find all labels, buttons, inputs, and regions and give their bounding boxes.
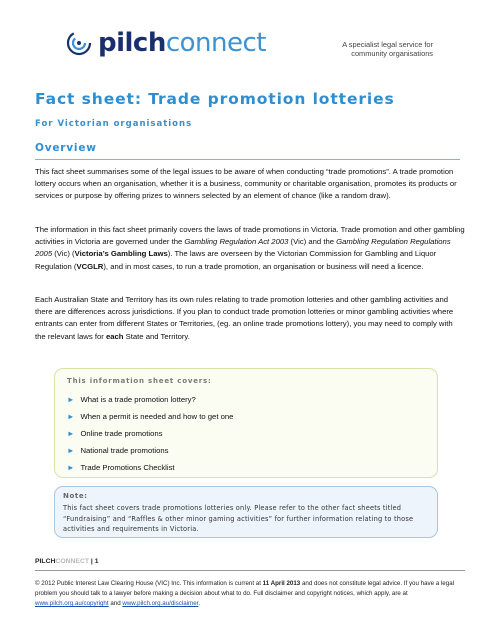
defined-term-vcglr: VCGLR	[76, 261, 104, 271]
list-item-label: National trade promotions	[80, 445, 169, 455]
para-text: Each Australian State and Territory has its own rules relating to trade promotion lotteries and other gambling activities and there are differences across jurisdictions. If you plan to conduct trade promotion lotteries or minor gambling activities where entrants can enter from different States or Territories, (eg. an online trade promotions lottery), you may need to comply with the relevant laws for	[35, 295, 454, 341]
act-title: Gambling Regulation Act 2003	[184, 237, 289, 247]
list-item	[67, 442, 233, 459]
para-text: ), and in most cases, to run a trade promotion, an organisation or business will need a licence.	[103, 261, 424, 271]
para-text: (Vic) (	[52, 249, 75, 259]
paragraph-jurisdictions	[35, 294, 465, 343]
paragraph-intro: This fact sheet summarises some of the legal issues to be aware of when conducting “trade promotions”. A trade promotion lottery occurs when an organisation, whether it is a business, community or charitable organisation, promotes its products or services or purpose by offering prizes to winners selected by an element of chance (like a random draw).	[35, 167, 457, 201]
footer-brand	[35, 558, 98, 565]
page-number: | 1	[89, 558, 99, 565]
triangle-bullet-icon: ►	[67, 428, 75, 438]
page-subtitle: For Victorian organisations	[35, 119, 193, 129]
defined-term-gambling-laws: Victoria’s Gambling Laws	[74, 249, 168, 259]
covers-box-heading: This information sheet covers:	[67, 377, 212, 385]
list-item-label: When a permit is needed and how to get one	[80, 411, 234, 421]
logo-wordmark	[98, 28, 266, 58]
footer-brand-pilch: PILCH	[35, 558, 56, 565]
logo-pilch-text: pilch	[98, 28, 166, 58]
section-heading-overview: Overview	[35, 142, 97, 154]
tagline-line-1: A specialist legal service for	[342, 40, 433, 49]
logo-swirl-icon	[64, 28, 94, 58]
footer-brand-connect: CONNECT	[55, 558, 90, 565]
footer-text-part: and	[108, 600, 123, 607]
list-item-label: Trade Promotions Checklist	[80, 462, 175, 472]
emphasis-each: each	[105, 331, 124, 341]
disclaimer-link[interactable]: www.pilch.org.au/disclaimer	[122, 600, 199, 607]
para-text: (Vic) and the	[288, 237, 337, 247]
footer-disclaimer	[35, 579, 465, 609]
paragraph-laws	[35, 224, 465, 273]
regulations-title: Gambling Regulation Regulations 2005	[35, 237, 451, 259]
para-text: ). The laws are overseen by the Victorian Commission for Gambling and Liquor Regulation (	[35, 249, 437, 271]
note-box-body: This fact sheet covers trade promotions lotteries only. Please refer to the other fact sheets titled “Fundraising” and “Raffles & other minor gaming activities” for further information relating to those activities and requirements in Victoria.	[63, 504, 414, 533]
list-item-label: Online trade promotions	[80, 428, 163, 438]
list-item	[67, 425, 233, 442]
note-box	[54, 486, 438, 538]
covers-box	[54, 368, 438, 478]
triangle-bullet-icon: ►	[67, 445, 75, 455]
pilch-connect-logo	[64, 28, 266, 58]
covers-list	[67, 391, 233, 476]
list-item	[67, 408, 233, 425]
triangle-bullet-icon: ►	[67, 462, 75, 472]
note-box-heading: Note:	[63, 492, 88, 500]
triangle-bullet-icon: ►	[67, 394, 75, 404]
tagline	[323, 40, 433, 58]
para-text: State and Territory.	[123, 331, 190, 341]
section-divider	[35, 159, 460, 160]
list-item	[67, 459, 233, 476]
current-date: 11 April 2013	[262, 580, 301, 587]
footer-text-part: © 2012 Public Interest Law Clearing House (VIC) Inc. This information is current at	[35, 580, 263, 587]
para-text: The information in this fact sheet primarily covers the laws of trade promotions in Victoria. Trade promotion and other gambling activities in Victoria are governed under the	[35, 225, 465, 247]
footer-text-part: .	[198, 600, 201, 607]
footer-divider	[35, 570, 465, 571]
copyright-link[interactable]: www.pilch.org.au/copyright	[35, 600, 109, 607]
tagline-line-2: community organisations	[351, 49, 433, 58]
page-header	[0, 0, 495, 80]
page-title: Fact sheet: Trade promotion lotteries	[35, 90, 395, 108]
footer-text-part: and does not constitute legal advice. If you have a legal problem you should talk to a lawyer before making a decision about what to do. Full disclaimer and copyright notices, which apply, are at	[35, 580, 455, 597]
logo-connect-text: connect	[165, 28, 267, 58]
list-item-label: What is a trade promotion lottery?	[80, 394, 196, 404]
list-item	[67, 391, 233, 408]
triangle-bullet-icon: ►	[67, 411, 75, 421]
